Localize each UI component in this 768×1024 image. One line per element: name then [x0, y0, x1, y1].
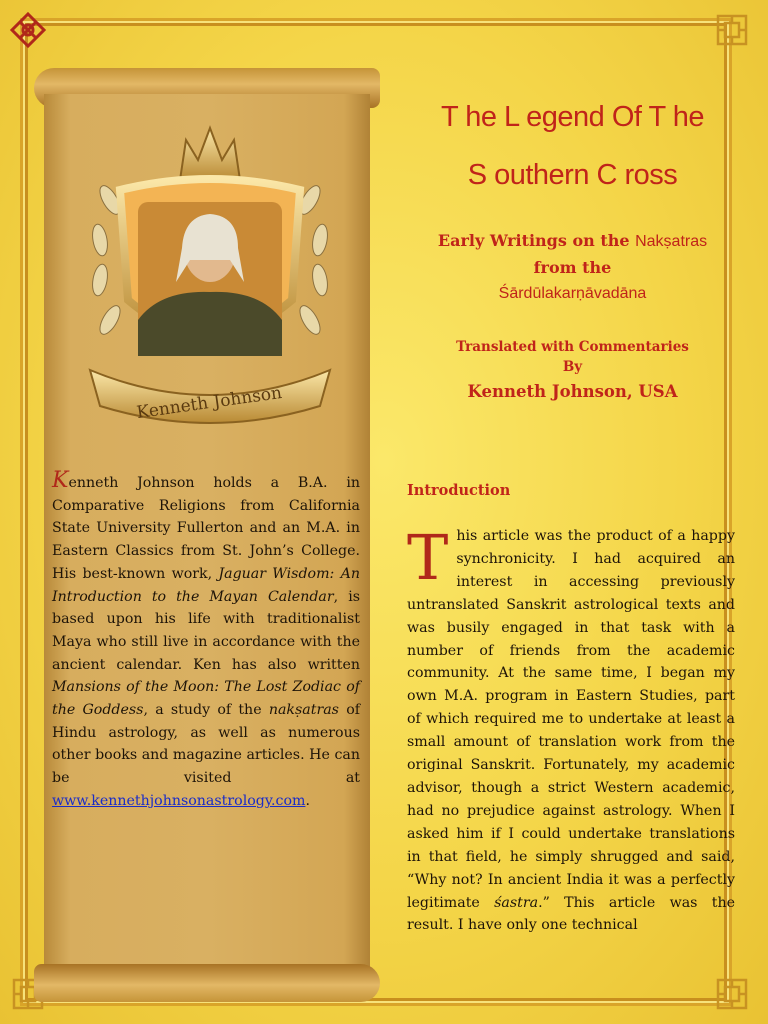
scroll-bottom-roll [34, 964, 380, 1002]
intro-dropcap: T [407, 521, 449, 594]
corner-knot-ornament-icon [712, 974, 752, 1014]
section-heading: Introduction [407, 482, 511, 499]
bio-dropcap: K [52, 468, 69, 493]
title-line-2: S outhern C ross [467, 159, 678, 191]
author-portrait [138, 202, 282, 356]
endless-knot-ornament-icon [8, 10, 48, 50]
book-title: Mansions of the Moon: The Lost Zodiac of the Goddess [52, 679, 360, 719]
corner-knot-ornament-icon [712, 10, 752, 50]
author-biography: Kenneth Johnson holds a B.A. in Comparative Religions from California State University Fullerton and an M.A. in Eastern Classics from St. John’s College. His best-known work, Jaguar Wisdom: An Introduction to the Mayan Calendar, is based upon his life with traditionalist Maya who still live in accordance with the ancient calendar. Ken has also written Mansions of the Moon: The Lost Zodiac of the Goddess, a study of the nakṣatras of Hindu astrology, as well as numerous other books and magazine articles. He can be visited at www.kennethjohnsonastrology.com. [52, 468, 361, 809]
translation-credit: Translated with Commentaries By [456, 339, 689, 375]
introduction-text: This article was the product of a happy synchronicity. I had acquired an interest in accessing previously untranslated Sanskrit astrological texts and was busily engaged in that task with a number of friends from the academic community. At the same time, I began my own M.A. program in Eastern Studies, part of which required me to undertake at least a small amount of translation work from the original Sanskrit. Fortunately, my academic advisor, though a strict Western academic, had no prejudice against astrology. When I asked him if I could undertake translations in that field, he simply shrugged and said, “Why not? In ancient India it was a perfectly legitimate śastra.” This article was the result. I have only one technical [407, 521, 736, 934]
ribbon-name-label: Kenneth Johnson [135, 382, 284, 424]
title-line-1: T he L egend Of T he [440, 101, 705, 133]
book-title: Jaguar Wisdom: An Introduction to the Mayan Calendar [52, 565, 360, 605]
author-website-link[interactable]: www.kennethjohnsonastrology.com [52, 792, 306, 809]
author-crest [80, 120, 340, 430]
crown-icon [180, 128, 240, 180]
author-name: Kenneth Johnson, USA [467, 382, 678, 401]
article-title [400, 88, 745, 204]
article-subtitle: Early Writings on the Nakṣatras from the Śārdūlakarṇāvadāna [437, 231, 708, 302]
